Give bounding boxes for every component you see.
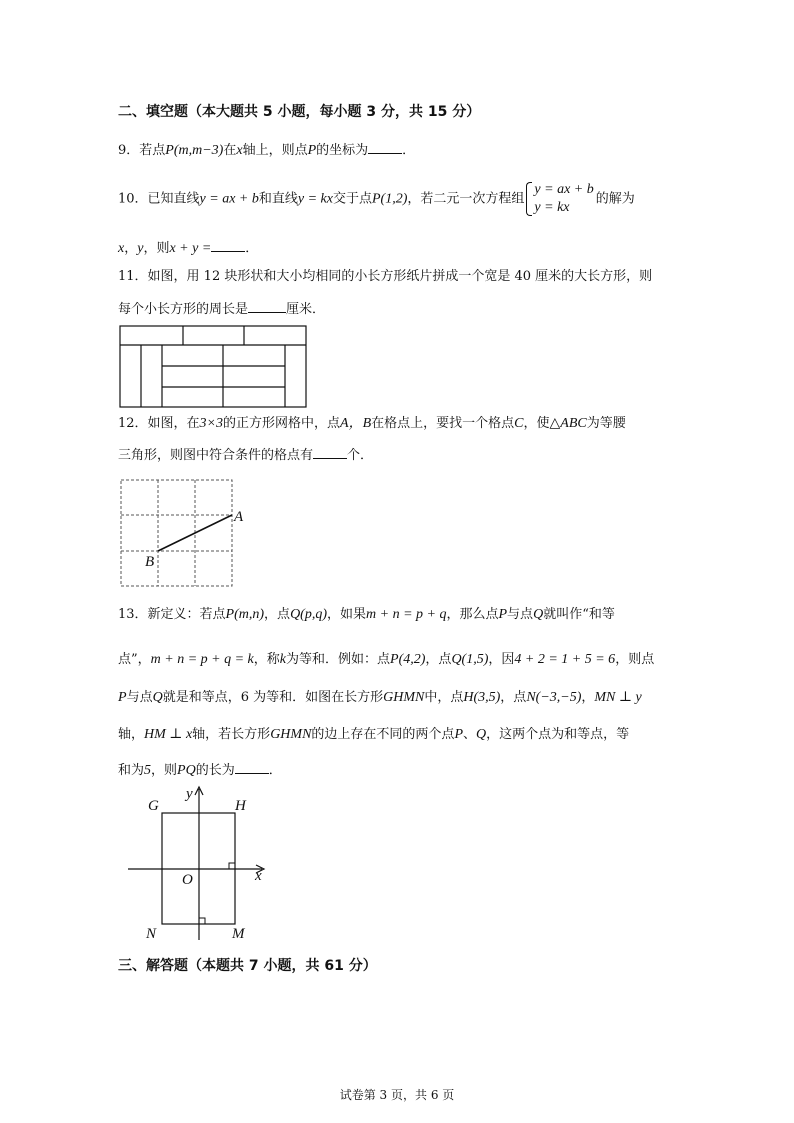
equation-system: y = ax + b y = kx <box>526 181 593 217</box>
question-13-line-3: P与点Q就是和等点，6 为等和．如图在长方形GHMN中，点H(3,5)，点N(−3,−5)，MN ⊥ y <box>118 690 642 705</box>
point-label-a: A <box>234 509 244 525</box>
point-label-n: N <box>146 926 157 942</box>
y-axis-label: y <box>186 786 193 802</box>
point-label-m: M <box>232 926 245 942</box>
right-angle-mark <box>229 863 235 869</box>
point-label-h: H <box>235 798 246 814</box>
point-label-b: B <box>145 554 155 570</box>
question-13-line-1: 13．新定义：若点P(m,n)，点Q(p,q)，如果m + n = p + q，那么点P与点Q就叫作“和等 <box>118 607 615 622</box>
origin-label: O <box>182 872 193 888</box>
question-11-line-1: 11．如图，用 12 块形状和大小均相同的小长方形纸片拼成一个宽是 40 厘米的大长方形，则 <box>118 269 653 284</box>
page-footer: 试卷第 3 页，共 6 页 <box>339 1088 455 1102</box>
question-9: 9．若点P(m,m−3)在x轴上，则点P的坐标为 ． <box>118 139 415 161</box>
x-axis-label: x <box>255 868 262 884</box>
question-11-line-2: 每个小长方形的周长是 厘米． <box>118 298 325 320</box>
question-13-line-4: 轴，HM ⊥ x轴，若长方形GHMN的边上存在不同的两个点P、Q，这两个点为和等点，等 <box>118 727 630 742</box>
section-title-answer: 三、解答题（本题共 7 小题，共 61 分） <box>118 958 377 974</box>
question-12-line-2: 三角形，则图中符合条件的格点有 个． <box>118 444 373 466</box>
question-10-line-1: 10．已知直线y = ax + b和直线y = kx交于点P(1,2)，若二元一次方程组 y = ax + b y = kx 的解为 <box>118 182 635 215</box>
section-title-fill-in: 二、填空题（本大题共 5 小题，每小题 3 分，共 15 分） <box>118 104 481 120</box>
right-angle-mark <box>199 918 205 924</box>
question-13-line-5: 和为5，则PQ的长为 ． <box>118 759 282 781</box>
question-12-line-1: 12．如图，在3×3的正方形网格中，点A，B在格点上，要找一个格点C，使△ABC为等腰 <box>118 416 626 431</box>
question-13-line-2: 点”，m + n = p + q = k，称k为等和．例如：点P(4,2)，点Q(1,5)，因4 + 2 = 1 + 5 = 6，则点 <box>118 652 655 667</box>
point-label-g: G <box>148 798 159 814</box>
question-10-line-2: x，y，则x + y = ． <box>118 237 258 259</box>
